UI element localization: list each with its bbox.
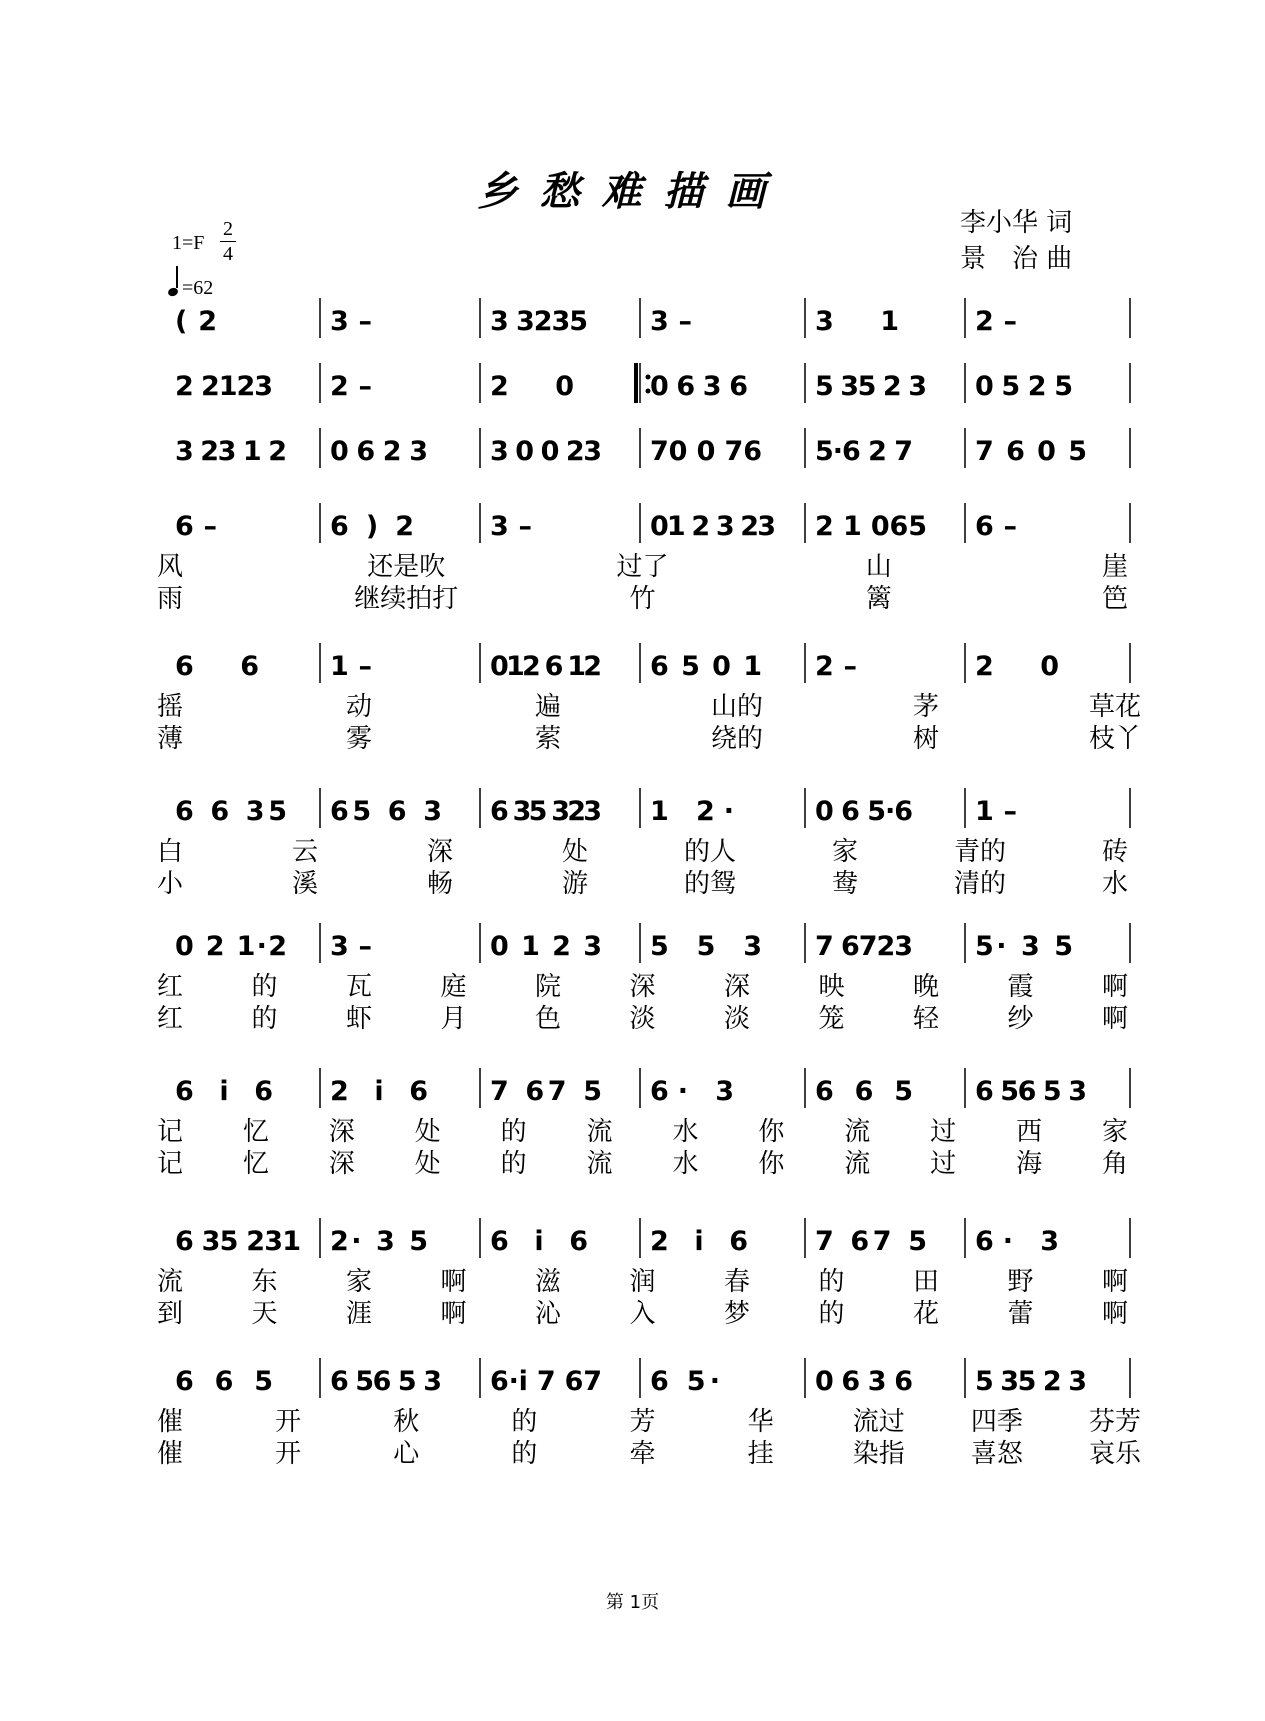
lyric-syllable: 水 bbox=[672, 1149, 699, 1179]
measure-notes: 2 i 6 bbox=[330, 1076, 428, 1107]
measure-notes: 2 – bbox=[330, 371, 372, 402]
lyricist: 李小华 词 bbox=[960, 208, 1073, 238]
measure-notes: 6 5· bbox=[650, 1366, 720, 1397]
measure-notes: 6 6 bbox=[175, 651, 259, 682]
measure-notes: 6 35 231 bbox=[175, 1226, 301, 1257]
lyric-syllable: 笆 bbox=[1101, 584, 1129, 614]
lyric-syllable: 忆 bbox=[242, 1117, 269, 1147]
lyric-syllable: 流 bbox=[586, 1117, 613, 1147]
lyric-syllable: 啊 bbox=[1101, 1299, 1129, 1329]
lyric-syllable: 忆 bbox=[242, 1149, 269, 1179]
lyric-syllable: 哀乐 bbox=[1088, 1439, 1142, 1469]
measure-notes: 7 6 0 5 bbox=[975, 436, 1087, 467]
lyric-syllable: 田 bbox=[912, 1267, 940, 1297]
lyric-syllable: 淡 bbox=[723, 1004, 751, 1034]
lyric-syllable: 流 bbox=[844, 1149, 871, 1179]
measure-notes: 3 3235 bbox=[490, 306, 588, 337]
score-row bbox=[157, 1218, 1130, 1329]
lyric-syllable: 秋 bbox=[393, 1407, 420, 1437]
measure-notes: 3 – bbox=[330, 306, 372, 337]
lyric-syllable: 映 bbox=[818, 972, 845, 1002]
measure-notes: 3 – bbox=[650, 306, 692, 337]
lyric-syllable: 家 bbox=[345, 1267, 373, 1297]
measure-notes: 3 23 1 2 bbox=[175, 436, 287, 467]
measure-notes: 2· 3 5 bbox=[330, 1226, 428, 1257]
lyric-syllable: 溪 bbox=[291, 869, 319, 899]
lyric-syllable: 处 bbox=[414, 1117, 441, 1147]
measure-notes: 2 1 065 bbox=[815, 511, 927, 542]
lyric-syllable: 红 bbox=[156, 972, 184, 1002]
measure-notes: 0 6 5·6 bbox=[815, 796, 913, 827]
lyric-syllable: 院 bbox=[534, 972, 562, 1002]
measure-notes: 6 35 323 bbox=[490, 796, 602, 827]
measure-notes: 7 67 5 bbox=[490, 1076, 602, 1107]
lyric-syllable: 小 bbox=[156, 869, 184, 899]
lyric-syllable: 红 bbox=[156, 1004, 184, 1034]
lyric-syllable: 深 bbox=[629, 972, 656, 1002]
lyric-syllable: 流 bbox=[156, 1267, 184, 1297]
lyric-syllable: 过 bbox=[930, 1117, 957, 1147]
lyric-syllable: 处 bbox=[414, 1149, 441, 1179]
lyric-syllable: 霞 bbox=[1007, 972, 1034, 1002]
measure-notes: ( 2 bbox=[175, 306, 217, 337]
lyric-syllable: 萦 bbox=[534, 724, 562, 754]
lyric-syllable: 染指 bbox=[852, 1439, 905, 1469]
measure-notes: 6 ) 2 bbox=[330, 511, 414, 542]
score-row bbox=[175, 363, 1130, 403]
lyric-syllable: 处 bbox=[561, 837, 589, 867]
lyric-syllable: 入 bbox=[629, 1299, 656, 1329]
lyric-syllable: 云 bbox=[291, 837, 319, 867]
lyric-syllable: 的 bbox=[818, 1267, 845, 1297]
measure-notes: 3 – bbox=[490, 511, 532, 542]
lyric-syllable: 深 bbox=[426, 837, 454, 867]
lyric-syllable: 清的 bbox=[953, 869, 1007, 899]
measure-notes: 6· 3 bbox=[975, 1226, 1059, 1257]
lyric-syllable: 山的 bbox=[710, 692, 764, 722]
composer: 景 治 曲 bbox=[960, 244, 1073, 274]
page-footer: 第 1页 bbox=[605, 1592, 660, 1613]
measure-notes: 6 i 6 bbox=[490, 1226, 588, 1257]
lyric-syllable: 的 bbox=[511, 1439, 538, 1469]
lyric-syllable: 角 bbox=[1101, 1149, 1129, 1179]
lyric-syllable: 四季 bbox=[970, 1407, 1023, 1437]
lyric-syllable: 春 bbox=[723, 1267, 751, 1297]
lyric-syllable: 崖 bbox=[1101, 552, 1129, 582]
lyric-syllable: 啊 bbox=[1101, 972, 1129, 1002]
lyric-syllable: 茅 bbox=[912, 692, 940, 722]
lyric-syllable: 月 bbox=[440, 1004, 467, 1034]
lyric-syllable: 笼 bbox=[818, 1004, 845, 1034]
measure-notes: 1 – bbox=[975, 796, 1017, 827]
lyric-syllable: 天 bbox=[251, 1299, 278, 1329]
lyric-syllable: 到 bbox=[156, 1299, 184, 1329]
lyric-syllable: 心 bbox=[393, 1439, 420, 1469]
measure-notes: 6 6 5 bbox=[175, 1366, 273, 1397]
measure-notes: 5 5 3 bbox=[650, 931, 762, 962]
lyric-syllable: 树 bbox=[912, 724, 940, 754]
lyric-syllable: 西 bbox=[1016, 1117, 1043, 1147]
key-signature: 1=F bbox=[172, 232, 205, 254]
lyric-syllable: 淡 bbox=[629, 1004, 656, 1034]
score-row bbox=[157, 923, 1130, 1034]
lyric-syllable: 的 bbox=[818, 1299, 845, 1329]
lyric-syllable: 鸯 bbox=[831, 869, 859, 899]
lyric-syllable: 白 bbox=[156, 837, 184, 867]
lyric-syllable: 东 bbox=[251, 1267, 278, 1297]
measure-notes: 6 6 5 bbox=[815, 1076, 913, 1107]
lyric-syllable: 海 bbox=[1016, 1149, 1043, 1179]
lyric-syllable: 润 bbox=[629, 1267, 656, 1297]
lyric-syllable: 牵 bbox=[629, 1439, 656, 1469]
score-row bbox=[157, 503, 1130, 614]
lyric-syllable: 薄 bbox=[156, 724, 184, 754]
measure-notes: 2 – bbox=[815, 651, 857, 682]
lyric-syllable: 过 bbox=[930, 1149, 957, 1179]
measure-notes: 5 35 2 3 bbox=[975, 1366, 1087, 1397]
measure-notes: 5· 3 5 bbox=[975, 931, 1073, 962]
lyric-syllable: 风 bbox=[156, 552, 184, 582]
lyric-syllable: 挂 bbox=[747, 1439, 774, 1469]
lyric-syllable: 虾 bbox=[345, 1004, 373, 1034]
time-signature-bottom: 4 bbox=[223, 243, 233, 265]
lyric-syllable: 野 bbox=[1007, 1267, 1034, 1297]
measure-notes: 2 i 6 bbox=[650, 1226, 748, 1257]
lyric-syllable: 喜怒 bbox=[970, 1439, 1023, 1469]
lyric-syllable: 畅 bbox=[426, 869, 454, 899]
measure-notes: 7 67 5 bbox=[815, 1226, 927, 1257]
measure-notes: 6· 3 bbox=[650, 1076, 734, 1107]
lyric-syllable: 芬芳 bbox=[1088, 1407, 1142, 1437]
lyric-syllable: 绕的 bbox=[710, 724, 764, 754]
lyric-syllable: 的鸳 bbox=[683, 869, 737, 899]
measure-notes: 6 – bbox=[175, 511, 217, 542]
lyric-syllable: 华 bbox=[747, 1407, 774, 1437]
measure-notes: 0 5 2 5 bbox=[975, 371, 1073, 402]
measure-notes: 6 6 35 bbox=[175, 796, 287, 827]
measure-notes: 0 6 3 6 bbox=[650, 371, 748, 402]
measure-notes: 1 – bbox=[330, 651, 372, 682]
measure-notes: 65 6 3 bbox=[330, 796, 442, 827]
measure-notes: 7 6723 bbox=[815, 931, 913, 962]
lyric-syllable: 的 bbox=[500, 1117, 527, 1147]
measure-notes: 6·i 7 67 bbox=[490, 1366, 602, 1397]
lyric-syllable: 纱 bbox=[1007, 1004, 1034, 1034]
lyric-syllable: 深 bbox=[723, 972, 751, 1002]
lyric-syllable: 滋 bbox=[534, 1267, 562, 1297]
lyric-syllable: 啊 bbox=[440, 1299, 467, 1329]
lyric-syllable: 枝丫 bbox=[1088, 724, 1142, 754]
song-title: 乡愁难描画 bbox=[477, 168, 788, 215]
lyric-syllable: 的人 bbox=[683, 837, 737, 867]
lyric-syllable: 芳 bbox=[629, 1407, 656, 1437]
lyric-syllable: 篱 bbox=[865, 584, 892, 614]
lyric-syllable: 啊 bbox=[440, 1267, 467, 1297]
measure-notes: 2 – bbox=[975, 306, 1017, 337]
measure-notes: 012 6 12 bbox=[490, 651, 602, 682]
lyric-syllable: 晚 bbox=[912, 972, 940, 1002]
score-row bbox=[157, 1358, 1142, 1469]
lyric-syllable: 动 bbox=[345, 692, 373, 722]
lyric-syllable: 深 bbox=[328, 1149, 355, 1179]
measure-notes: 5·6 2 7 bbox=[815, 436, 913, 467]
lyric-syllable: 开 bbox=[275, 1407, 302, 1437]
measure-notes: 3 0 0 23 bbox=[490, 436, 602, 467]
score-row bbox=[175, 298, 1130, 338]
lyric-syllable: 水 bbox=[672, 1117, 699, 1147]
measure-notes: 6 – bbox=[975, 511, 1017, 542]
measure-notes: 0 6 2 3 bbox=[330, 436, 428, 467]
lyric-syllable: 流 bbox=[844, 1117, 871, 1147]
measure-notes: 6 5 0 1 bbox=[650, 651, 762, 682]
measure-notes: 3 – bbox=[330, 931, 372, 962]
lyric-syllable: 流过 bbox=[852, 1407, 905, 1437]
lyric-syllable: 雨 bbox=[156, 584, 184, 614]
score-row bbox=[175, 428, 1130, 468]
lyric-syllable: 催 bbox=[156, 1439, 184, 1469]
time-signature-top: 2 bbox=[223, 218, 233, 240]
lyric-syllable: 的 bbox=[251, 1004, 278, 1034]
score-row bbox=[157, 643, 1141, 754]
lyric-syllable: 记 bbox=[156, 1117, 184, 1147]
measure-notes: 1 2· bbox=[650, 796, 734, 827]
measure-notes: 01 2 3 23 bbox=[650, 511, 776, 542]
lyric-syllable: 摇 bbox=[156, 692, 184, 722]
lyric-syllable: 游 bbox=[561, 869, 589, 899]
lyric-syllable: 还是吹 bbox=[367, 552, 446, 582]
lyric-syllable: 的 bbox=[500, 1149, 527, 1179]
lyric-syllable: 雾 bbox=[345, 724, 373, 754]
lyric-syllable: 轻 bbox=[912, 1004, 940, 1034]
lyric-syllable: 涯 bbox=[345, 1299, 373, 1329]
lyric-syllable: 遍 bbox=[534, 692, 562, 722]
measure-notes: 2 0 bbox=[975, 651, 1059, 682]
lyric-syllable: 开 bbox=[275, 1439, 302, 1469]
lyric-syllable: 家 bbox=[831, 837, 859, 867]
lyric-syllable: 庭 bbox=[440, 972, 467, 1002]
lyric-syllable: 的 bbox=[511, 1407, 538, 1437]
score-row bbox=[157, 788, 1130, 899]
lyric-syllable: 竹 bbox=[629, 584, 656, 614]
lyric-syllable: 催 bbox=[156, 1407, 184, 1437]
measure-notes: 0 1 2 3 bbox=[490, 931, 602, 962]
measure-notes: 0 6 3 6 bbox=[815, 1366, 913, 1397]
lyric-syllable: 梦 bbox=[723, 1299, 751, 1329]
lyric-syllable: 继续拍打 bbox=[354, 584, 459, 614]
measure-notes: 6 i 6 bbox=[175, 1076, 273, 1107]
lyric-syllable: 流 bbox=[586, 1149, 613, 1179]
lyric-syllable: 瓦 bbox=[345, 972, 373, 1002]
lyric-syllable: 青的 bbox=[953, 837, 1007, 867]
lyric-syllable: 的 bbox=[251, 972, 278, 1002]
lyric-syllable: 蕾 bbox=[1007, 1299, 1034, 1329]
lyric-syllable: 草花 bbox=[1088, 692, 1142, 722]
measure-notes: 6 56 5 3 bbox=[975, 1076, 1087, 1107]
lyric-syllable: 花 bbox=[912, 1299, 940, 1329]
measure-notes: 6 56 5 3 bbox=[330, 1366, 442, 1397]
lyric-syllable: 家 bbox=[1101, 1117, 1129, 1147]
lyric-syllable: 你 bbox=[758, 1117, 785, 1147]
lyric-syllable: 深 bbox=[328, 1117, 355, 1147]
tempo-value: =62 bbox=[182, 277, 214, 299]
lyric-syllable: 沁 bbox=[534, 1299, 562, 1329]
measure-notes: 2 0 bbox=[490, 371, 574, 402]
lyric-syllable: 啊 bbox=[1101, 1004, 1129, 1034]
lyric-syllable: 砖 bbox=[1101, 837, 1129, 867]
lyric-syllable: 你 bbox=[758, 1149, 785, 1179]
lyric-syllable: 啊 bbox=[1101, 1267, 1129, 1297]
lyric-syllable: 过了 bbox=[616, 552, 669, 582]
measure-notes: 2 2123 bbox=[175, 371, 273, 402]
lyric-syllable: 山 bbox=[865, 552, 892, 582]
lyric-syllable: 色 bbox=[534, 1004, 562, 1034]
lyric-syllable: 记 bbox=[156, 1149, 184, 1179]
measure-notes: 5 35 2 3 bbox=[815, 371, 927, 402]
lyric-syllable: 水 bbox=[1101, 869, 1129, 899]
measure-notes: 70 0 76 bbox=[650, 436, 762, 467]
score-row bbox=[157, 1068, 1130, 1179]
measure-notes: 0 2 1·2 bbox=[175, 931, 287, 962]
measure-notes: 3 1 bbox=[815, 306, 899, 337]
